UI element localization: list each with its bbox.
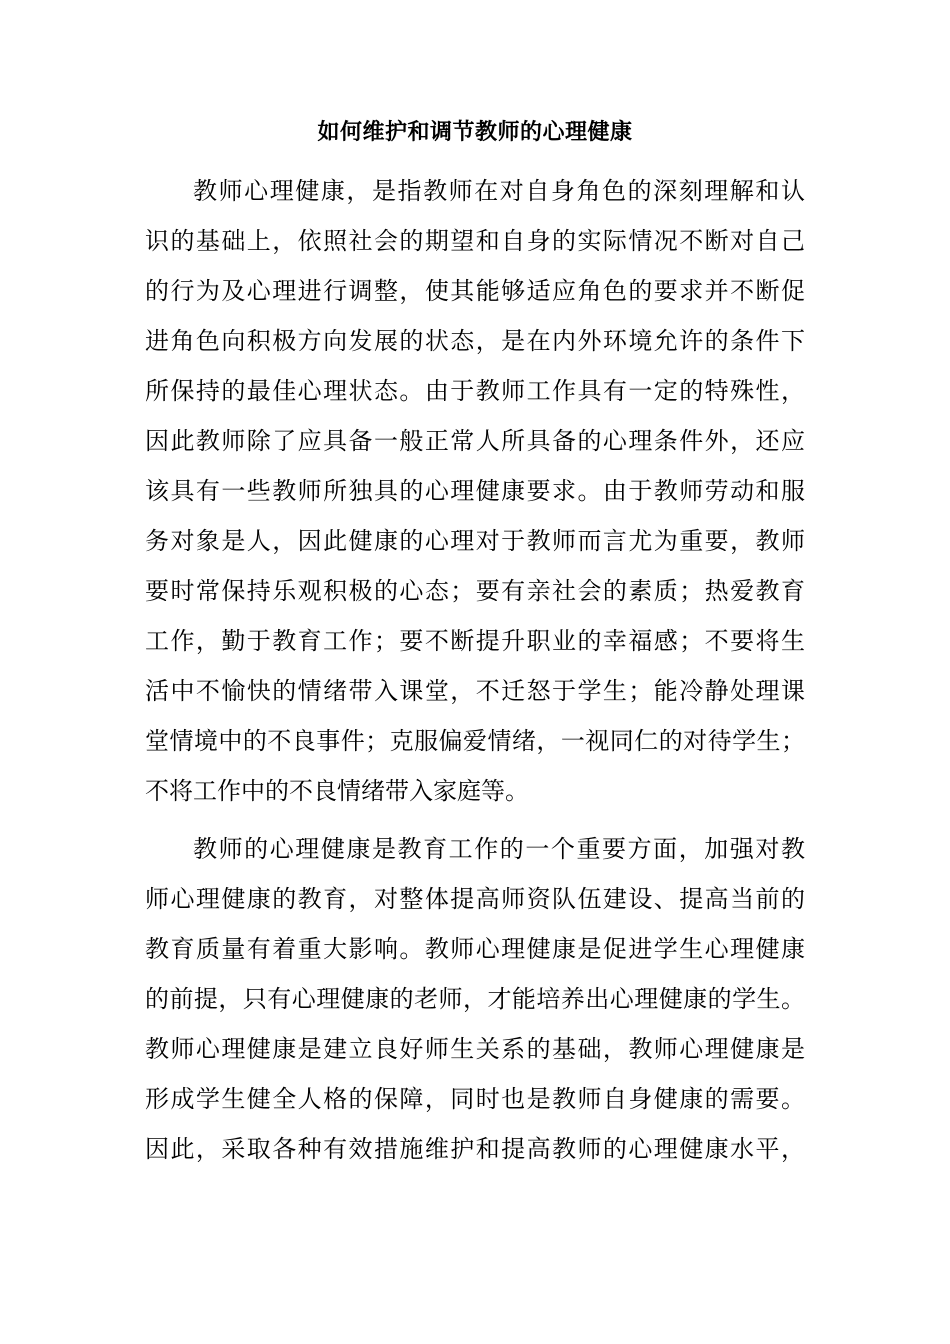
paragraph-2 [145, 824, 805, 1174]
paragraph-line: 工作，勤于教育工作；要不断提升职业的幸福感；不要将生 [145, 627, 805, 655]
paragraph-line: 教师心理健康是建立良好师生关系的基础，教师心理健康是 [145, 1035, 805, 1063]
paragraph-line: 形成学生健全人格的保障，同时也是教师自身健康的需要。 [145, 1085, 805, 1113]
paragraph-line: 进角色向积极方向发展的状态，是在内外环境允许的条件下 [145, 327, 805, 355]
paragraph-line: 教师心理健康，是指教师在对自身角色的深刻理解和认 [193, 177, 805, 205]
paragraph-line: 所保持的最佳心理状态。由于教师工作具有一定的特殊性， [145, 377, 805, 405]
paragraph-line: 教育质量有着重大影响。教师心理健康是促进学生心理健康 [145, 935, 805, 963]
paragraph-line: 不将工作中的不良情绪带入家庭等。 [145, 777, 529, 805]
paragraph-line: 师心理健康的教育，对整体提高师资队伍建设、提高当前的 [145, 885, 805, 913]
paragraph-line: 识的基础上，依照社会的期望和自身的实际情况不断对自己 [145, 227, 805, 255]
paragraph-line: 因此教师除了应具备一般正常人所具备的心理条件外，还应 [145, 427, 805, 455]
paragraph-line: 堂情境中的不良事件；克服偏爱情绪，一视同仁的对待学生； [145, 727, 805, 755]
paragraph-line: 活中不愉快的情绪带入课堂，不迁怒于学生；能冷静处理课 [145, 677, 805, 705]
paragraph-line: 教师的心理健康是教育工作的一个重要方面，加强对教 [193, 835, 805, 863]
paragraph-line: 该具有一些教师所独具的心理健康要求。由于教师劳动和服 [145, 477, 805, 505]
paragraph-1 [145, 166, 805, 816]
document-title: 如何维护和调节教师的心理健康 [317, 119, 633, 145]
paragraph-line: 的行为及心理进行调整，使其能够适应角色的要求并不断促 [145, 277, 805, 305]
paragraph-line: 因此，采取各种有效措施维护和提高教师的心理健康水平， [145, 1135, 805, 1163]
document-body [145, 166, 805, 1174]
paragraph-line: 的前提，只有心理健康的老师，才能培养出心理健康的学生。 [145, 985, 805, 1013]
paragraph-line: 务对象是人，因此健康的心理对于教师而言尤为重要，教师 [145, 527, 805, 555]
paragraph-line: 要时常保持乐观积极的心态；要有亲社会的素质；热爱教育 [145, 577, 805, 605]
